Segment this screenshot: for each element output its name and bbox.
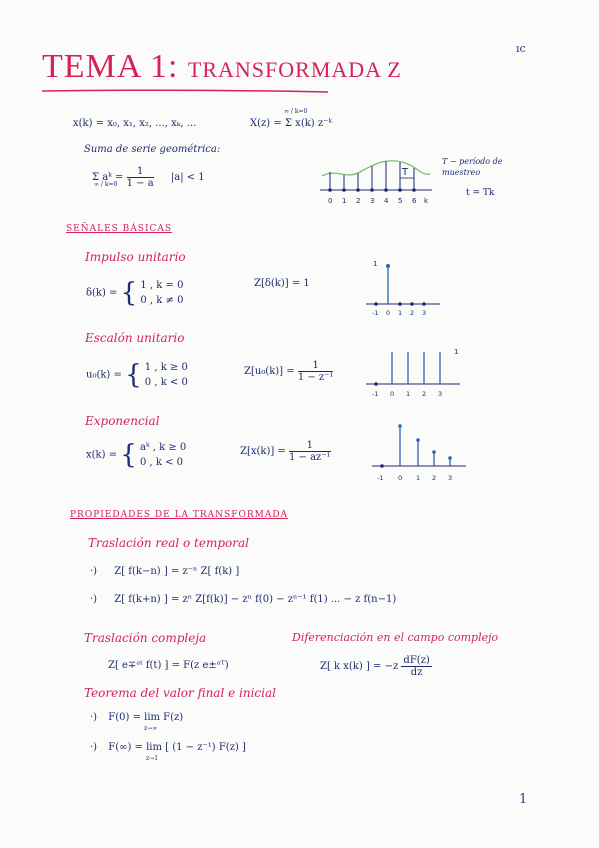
impulse-peak-label: 1	[373, 260, 378, 268]
initial-value-row	[90, 712, 183, 723]
step-tick: 3	[438, 390, 443, 398]
step-brace: {	[125, 360, 142, 390]
real-shift-eq2: Z[ f(k+n) ] = zⁿ Z[f(k)] − zⁿ f(0) − zⁿ⁻¹ f(1) ... − z f(n−1)	[114, 594, 397, 605]
complex-diff-lhs: Z[ k x(k) ] = −z	[320, 661, 399, 672]
impulse-brace: {	[120, 278, 138, 308]
series-den: 1 − a	[126, 178, 154, 189]
impulse-tick: 0	[386, 309, 391, 316]
sampling-tick: 5	[398, 197, 403, 205]
exponential-case1: aᵏ , k ≥ 0	[139, 442, 187, 453]
bullet: ·)	[90, 712, 98, 723]
page-number: 1	[519, 792, 528, 807]
impulse-lhs: δ(k) =	[86, 287, 118, 299]
exponential-tick: 0	[398, 474, 403, 482]
initial-value-limit: z→∞	[144, 725, 158, 732]
title-sub: TRANSFORMADA Z	[187, 57, 402, 82]
sampling-tick: 2	[356, 197, 361, 205]
series-condition: |a| < 1	[170, 172, 205, 183]
step-case1: 1 , k ≥ 0	[144, 362, 188, 373]
exponential-transform-den: 1 − az⁻¹	[289, 452, 331, 463]
complex-diff-den: dz	[410, 667, 423, 678]
real-shift-eq1-row	[90, 566, 239, 577]
impulse-case1: 1 , k = 0	[140, 280, 184, 291]
step-lhs: u₀(k) =	[86, 369, 122, 381]
series-sum: Σ aᵏ =	[92, 172, 124, 183]
impulse-transform: Z[δ(k)] = 1	[254, 278, 310, 289]
t-label: t = Tk	[466, 188, 495, 198]
series-num: 1	[127, 166, 154, 178]
exponential-transform	[240, 440, 331, 463]
impulse-case2: 0 , k ≠ 0	[140, 295, 184, 306]
title-underline	[40, 88, 330, 94]
step-case2: 0 , k < 0	[144, 377, 188, 388]
step-transform	[244, 360, 333, 383]
real-shift-eq1: Z[ f(k−n) ] = z⁻ⁿ Z[ f(k) ]	[114, 566, 240, 577]
impulse-tick: 2	[410, 309, 415, 316]
step-transform-lhs: Z[u₀(k)] =	[244, 366, 295, 377]
step-tick: 1	[406, 390, 411, 398]
real-shift-eq2-row	[90, 594, 396, 605]
properties-heading: PROPIEDADES DE LA TRANSFORMADA	[70, 510, 289, 520]
series-label: Suma de serie geométrica:	[84, 144, 221, 155]
series-fraction	[127, 166, 154, 189]
complex-shift-eq: Z[ e∓ᵃᵗ f(t) ] = F(z e±ᵃᵀ)	[108, 660, 229, 671]
bullet: ·)	[90, 566, 98, 577]
exponential-label: Exponencial	[85, 414, 160, 428]
complex-diff-fraction	[401, 655, 431, 678]
step-transform-fraction	[298, 360, 334, 383]
sampling-tick: 3	[370, 197, 375, 205]
impulse-label: Impulso unitario	[85, 250, 186, 264]
impulse-graph	[364, 254, 444, 316]
z-transform-limits: ∞ / k=0	[284, 108, 308, 115]
exponential-graph	[370, 420, 470, 486]
bullet: ·)	[90, 594, 98, 605]
step-tick: 0	[390, 390, 395, 398]
basic-signals-heading: SEÑALES BÁSICAS	[66, 224, 173, 234]
step-peak-label: 1	[454, 348, 459, 356]
sampling-tick: 6	[412, 197, 417, 205]
step-graph	[364, 342, 464, 404]
impulse-tick: -1	[372, 309, 379, 316]
sequence-def: x(k) = x₀, x₁, x₂, ..., xₖ, ...	[73, 118, 197, 129]
sampling-tick: 0	[328, 197, 333, 205]
complex-shift-label: Traslación compleja	[84, 631, 207, 645]
graph-T-label: T	[402, 167, 409, 178]
exponential-tick: 3	[448, 474, 453, 482]
exponential-tick: 1	[416, 474, 421, 482]
step-definition	[86, 360, 188, 390]
step-transform-den: 1 − z⁻¹	[297, 372, 334, 383]
step-tick: 2	[422, 390, 427, 398]
page-title	[42, 48, 402, 86]
final-value-limit: z→1	[146, 755, 159, 762]
value-theorem-label: Teorema del valor final e inicial	[84, 686, 276, 700]
exponential-tick: 2	[432, 474, 437, 482]
title-main: TEMA 1:	[42, 48, 179, 85]
step-tick: -1	[372, 390, 379, 398]
exponential-case2: 0 , k < 0	[139, 457, 184, 468]
impulse-tick: 1	[398, 309, 403, 316]
complex-diff-label: Diferenciación en el campo complejo	[292, 631, 499, 644]
sampling-tick: 4	[384, 197, 389, 205]
step-label: Escalón unitario	[85, 331, 185, 345]
complex-diff-num: dF(z)	[403, 655, 430, 666]
real-shift-label: Traslación real o temporal	[88, 536, 249, 550]
exponential-transform-fraction	[289, 440, 331, 463]
impulse-definition	[86, 278, 183, 308]
sampling-tick: 1	[342, 197, 347, 205]
exponential-definition	[86, 440, 186, 470]
complex-diff-eq	[320, 655, 432, 678]
exponential-tick: -1	[377, 474, 384, 482]
sampling-graph	[316, 148, 436, 212]
impulse-tick: 3	[422, 309, 427, 316]
bullet: ·)	[90, 742, 98, 753]
step-transform-num: 1	[298, 360, 334, 372]
sampling-tick: k	[424, 197, 429, 205]
exponential-lhs: x(k) =	[86, 449, 118, 461]
period-label: T − período de muestreo	[442, 157, 503, 177]
z-transform-def: X(z) = Σ x(k) z⁻ᵏ	[250, 118, 333, 129]
series-limits: ∞ / k=0	[94, 181, 118, 188]
corner-mark: ıc	[516, 42, 526, 55]
exponential-transform-lhs: Z[x(k)] =	[240, 446, 286, 457]
final-value-row	[90, 742, 246, 753]
final-value-eq: F(∞) = lim [ (1 − z⁻¹) F(z) ]	[108, 742, 246, 753]
exponential-brace: {	[120, 440, 137, 470]
exponential-transform-num: 1	[289, 440, 331, 452]
initial-value-eq: F(0) = lim F(z)	[108, 712, 184, 723]
